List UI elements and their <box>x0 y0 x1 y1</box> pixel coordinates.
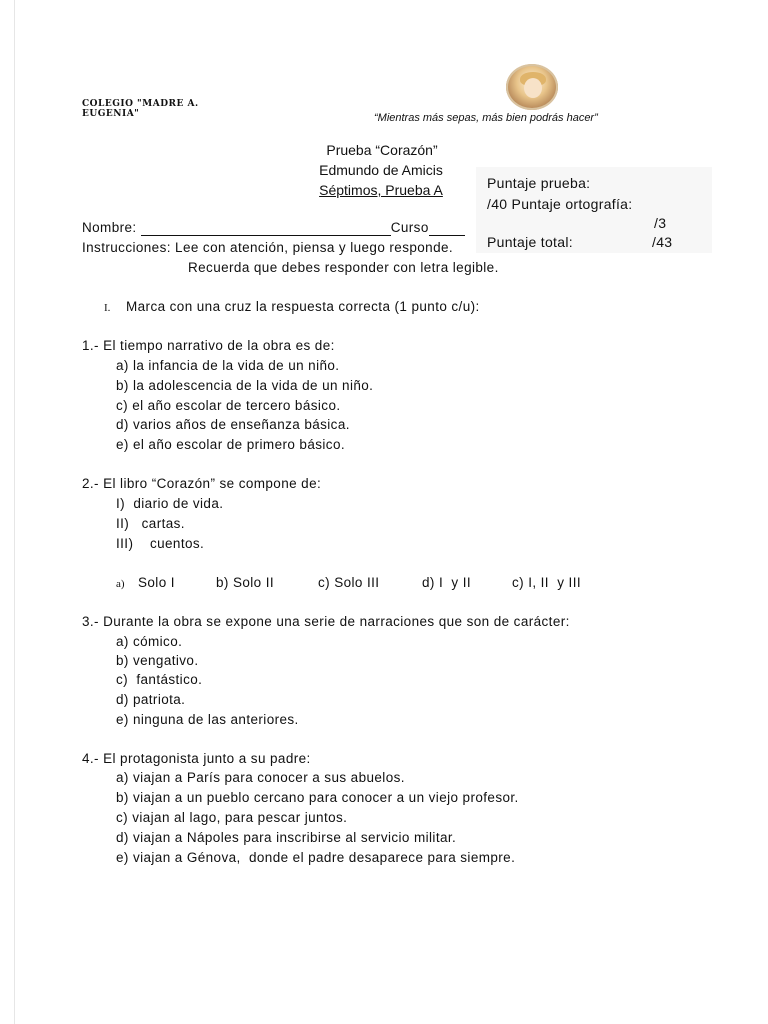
student-name-row <box>82 220 465 236</box>
q2-choice-a-letter: a) <box>116 578 125 590</box>
q1-option-b[interactable]: b) la adolescencia de la vida de un niño. <box>116 378 374 393</box>
q3-option-e[interactable]: e) ninguna de las anteriores. <box>116 712 299 727</box>
score-ortografia-total: /3 <box>654 215 667 231</box>
school-name-line-2: EUGENIA" <box>82 109 140 119</box>
q3-option-c[interactable]: c) fantástico. <box>116 672 203 687</box>
q1-option-c[interactable]: c) el año escolar de tercero básico. <box>116 398 341 413</box>
q1-option-d[interactable]: d) varios años de enseñanza básica. <box>116 417 350 432</box>
section-number: I. <box>104 302 111 314</box>
test-author: Edmundo de Amicis <box>319 162 443 178</box>
q2-item-2: II) cartas. <box>116 516 185 531</box>
q2-choice-a[interactable]: Solo I <box>138 575 175 590</box>
q3-option-a[interactable]: a) cómico. <box>116 634 183 649</box>
q4-option-c[interactable]: c) viajan al lago, para pescar juntos. <box>116 810 348 825</box>
nombre-label: Nombre: <box>82 220 141 235</box>
section-heading: Marca con una cruz la respuesta correcta (1 punto c/u): <box>126 299 480 314</box>
instructions-label: Instrucciones: <box>82 240 171 255</box>
q2-item-1: I) diario de vida. <box>116 496 224 511</box>
test-title: Prueba “Corazón” <box>326 142 438 158</box>
question-3-stem: 3.- Durante la obra se expone una serie de narraciones que son de carácter: <box>82 614 570 629</box>
crest-face <box>524 78 542 98</box>
q2-choice-d[interactable]: d) I y II <box>422 575 472 590</box>
test-grade: Séptimos, Prueba A <box>319 182 443 198</box>
q2-item-3: III) cuentos. <box>116 536 205 551</box>
score-prueba-label: Puntaje prueba: <box>487 175 591 191</box>
q4-option-b[interactable]: b) viajan a un pueblo cercano para conocer a un viejo profesor. <box>116 790 519 805</box>
school-name <box>82 99 199 119</box>
school-name-line-1: COLEGIO "MADRE A. <box>82 99 199 109</box>
school-motto: “Mientras más sepas, más bien podrás hacer” <box>374 112 598 124</box>
nombre-field[interactable] <box>141 220 391 236</box>
score-total-label: Puntaje total: <box>487 234 573 250</box>
question-1-stem: 1.- El tiempo narrativo de la obra es de: <box>82 338 335 353</box>
instructions <box>82 240 453 255</box>
question-2-stem: 2.- El libro “Corazón” se compone de: <box>82 476 322 491</box>
q3-option-d[interactable]: d) patriota. <box>116 692 186 707</box>
q4-option-a[interactable]: a) viajan a París para conocer a sus abuelos. <box>116 770 405 785</box>
q2-choice-c[interactable]: c) Solo III <box>318 575 380 590</box>
score-ortografia-label: /40 Puntaje ortografía: <box>487 196 633 212</box>
q1-option-a[interactable]: a) la infancia de la vida de un niño. <box>116 358 340 373</box>
reminder: Recuerda que debes responder con letra legible. <box>188 260 499 275</box>
q4-option-d[interactable]: d) viajan a Nápoles para inscribirse al servicio militar. <box>116 830 457 845</box>
q3-option-b[interactable]: b) vengativo. <box>116 653 199 668</box>
school-crest-icon <box>506 64 558 110</box>
curso-field[interactable] <box>429 220 465 236</box>
score-total-value: /43 <box>652 234 673 250</box>
q4-option-e[interactable]: e) viajan a Génova, donde el padre desaparece para siempre. <box>116 850 516 865</box>
question-4-stem: 4.- El protagonista junto a su padre: <box>82 751 311 766</box>
curso-label: Curso <box>390 220 429 235</box>
q2-choice-b[interactable]: b) Solo II <box>216 575 275 590</box>
instructions-text: Lee con atención, piensa y luego responde. <box>170 240 454 255</box>
q1-option-e[interactable]: e) el año escolar de primero básico. <box>116 437 346 452</box>
q2-choice-e[interactable]: c) I, II y III <box>512 575 582 590</box>
